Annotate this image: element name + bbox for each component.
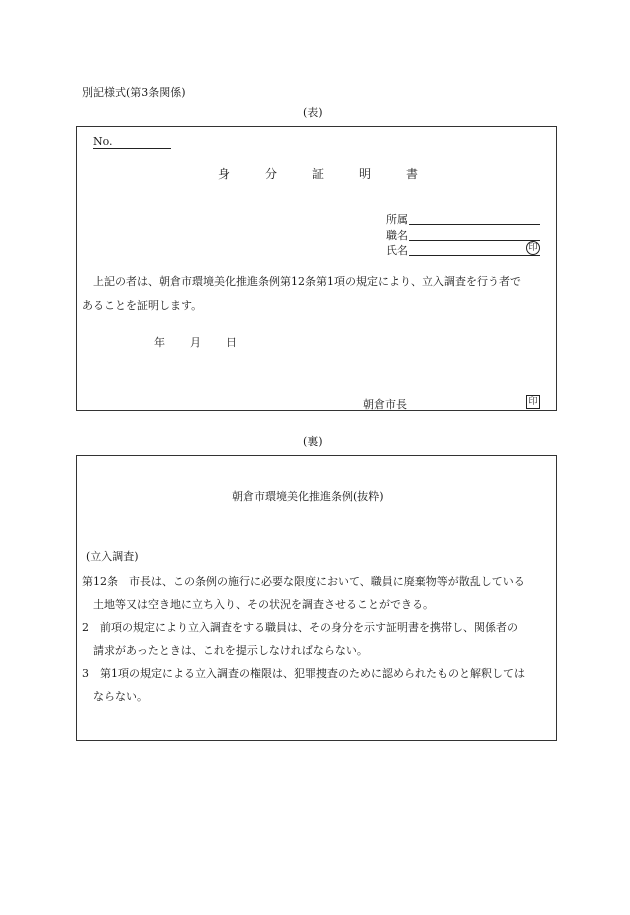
article-12-line-2: 土地等又は空き地に立ち入り、その状況を調査させることができる。 xyxy=(93,598,434,611)
date-year: 年 xyxy=(154,336,165,349)
title-char-1: 身 xyxy=(218,167,231,181)
field-position-label: 職名 xyxy=(386,229,408,242)
field-affiliation-label: 所属 xyxy=(386,213,408,226)
form-label: 別記様式(第3条関係) xyxy=(82,86,186,99)
certificate-title xyxy=(218,165,418,182)
paragraph-3-line-1: 3 第1項の規定による立入調査の権限は、犯罪捜査のために認められたものと解釈しては xyxy=(82,667,525,680)
number-underline xyxy=(93,148,171,149)
number-label: No. xyxy=(93,135,113,148)
paragraph-3-line-2: ならない。 xyxy=(93,690,148,703)
ordinance-title: 朝倉市環境美化推進条例(抜粋) xyxy=(232,490,384,503)
field-name-line xyxy=(409,255,540,256)
title-char-2: 分 xyxy=(265,167,278,181)
front-side-label: (表) xyxy=(303,106,323,119)
paragraph-2-line-1: 2 前項の規定により立入調査をする職員は、その身分を示す証明書を携帯し、関係者の xyxy=(82,621,518,634)
paragraph-2-line-2: 請求があったときは、これを提示しなければならない。 xyxy=(93,644,368,657)
field-position-line xyxy=(409,240,540,241)
certificate-body-line-2: あることを証明します。 xyxy=(82,299,203,312)
issuer-seal-icon: 印 xyxy=(526,395,540,409)
certificate-body-line-1: 上記の者は、朝倉市環境美化推進条例第12条第1項の規定により、立入調査を行う者で xyxy=(93,275,521,288)
field-name-label: 氏名 xyxy=(386,244,408,257)
section-heading: (立入調査) xyxy=(86,550,139,563)
title-char-5: 書 xyxy=(406,167,419,181)
title-char-4: 明 xyxy=(359,167,372,181)
back-side-label: (裏) xyxy=(303,435,323,448)
name-seal-icon: 印 xyxy=(526,241,540,255)
date-day: 日 xyxy=(226,336,237,349)
date-month: 月 xyxy=(190,336,201,349)
title-char-3: 証 xyxy=(312,167,325,181)
field-affiliation-line xyxy=(409,224,540,225)
issuer-label: 朝倉市長 xyxy=(363,398,407,411)
article-12-line-1: 第12条 市長は、この条例の施行に必要な限度において、職員に廃棄物等が散乱している xyxy=(82,575,525,588)
